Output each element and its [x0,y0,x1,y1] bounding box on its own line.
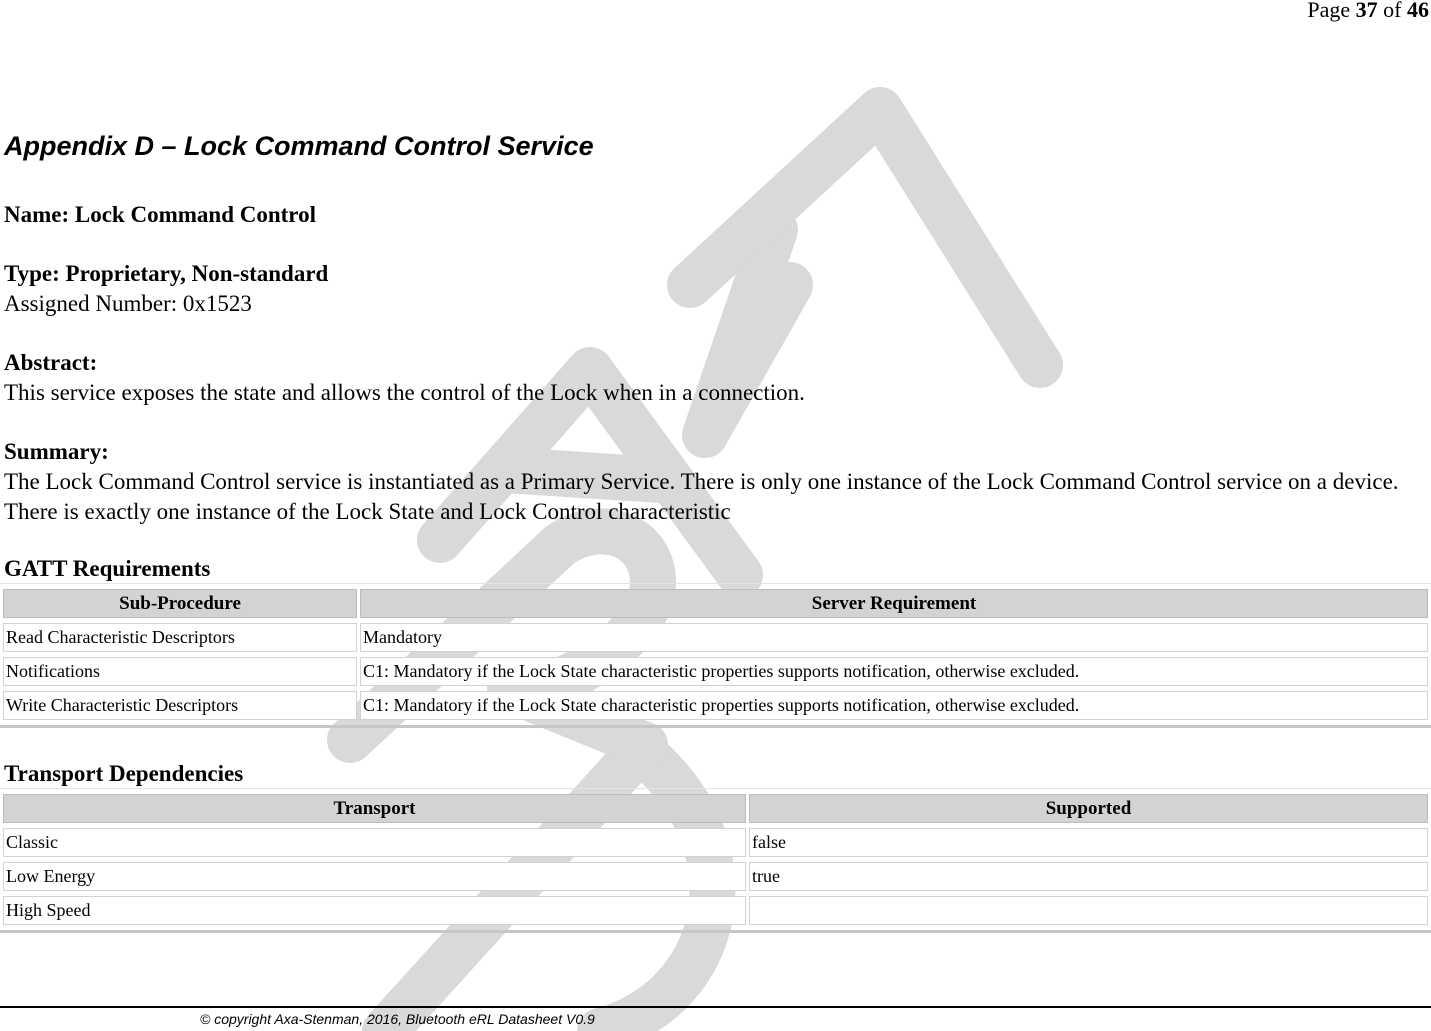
table-cell: Read Characteristic Descriptors [3,623,357,652]
column-header: Server Requirement [360,589,1428,618]
gatt-heading: GATT Requirements [4,556,211,581]
gatt-requirements-table [0,583,1431,728]
table-header-row [3,794,1428,823]
service-type: Type: Proprietary, Non-standard [4,261,329,286]
table-cell: false [749,828,1428,857]
watermark-letter-t [690,110,1040,365]
assigned-number: Assigned Number: 0x1523 [4,291,252,316]
table-cell: true [749,862,1428,891]
table-cell: Mandatory [360,623,1428,652]
table-row [3,896,1428,925]
abstract-text: This service exposes the state and allows the control of the Lock when in a connection. [4,380,805,405]
service-name: Name: Lock Command Control [4,202,316,227]
column-header: Supported [749,794,1428,823]
table-cell: Classic [3,828,746,857]
table-row [3,657,1428,686]
page-prefix: Page [1307,0,1351,22]
table-cell: Write Characteristic Descriptors [3,691,357,720]
footer-copyright: © copyright Axa-Stenman, 2016, Bluetooth eRL Datasheet V0.9 [200,1011,595,1027]
table-row [3,828,1428,857]
table-cell: Low Energy [3,862,746,891]
abstract-heading: Abstract: [4,350,98,375]
table-cell: Notifications [3,657,357,686]
transport-dependencies-table [0,788,1431,933]
table-cell: C1: Mandatory if the Lock State characteristic properties supports notification, otherwise excluded. [360,657,1428,686]
table-row [3,623,1428,652]
table-cell: High Speed [3,896,746,925]
page-number [1307,0,1429,23]
summary-text: The Lock Command Control service is instantiated as a Primary Service. There is only one instance of the Lock Command Control service on a device. There is exactly one instance of the Lock State and Lock Control characteristic [4,469,1399,524]
summary-heading: Summary: [4,439,109,464]
table-cell: C1: Mandatory if the Lock State characteristic properties supports notification, otherwise excluded. [360,691,1428,720]
table-row [3,862,1428,891]
column-header: Sub-Procedure [3,589,357,618]
appendix-title: Appendix D – Lock Command Control Service [4,131,594,161]
footer-divider [0,1006,1431,1008]
table-row [3,691,1428,720]
column-header: Transport [3,794,746,823]
transport-heading: Transport Dependencies [4,761,244,786]
page-of: of [1383,0,1402,22]
page-total: 46 [1407,0,1429,22]
page-current: 37 [1355,0,1378,22]
table-header-row [3,589,1428,618]
table-cell [749,896,1428,925]
